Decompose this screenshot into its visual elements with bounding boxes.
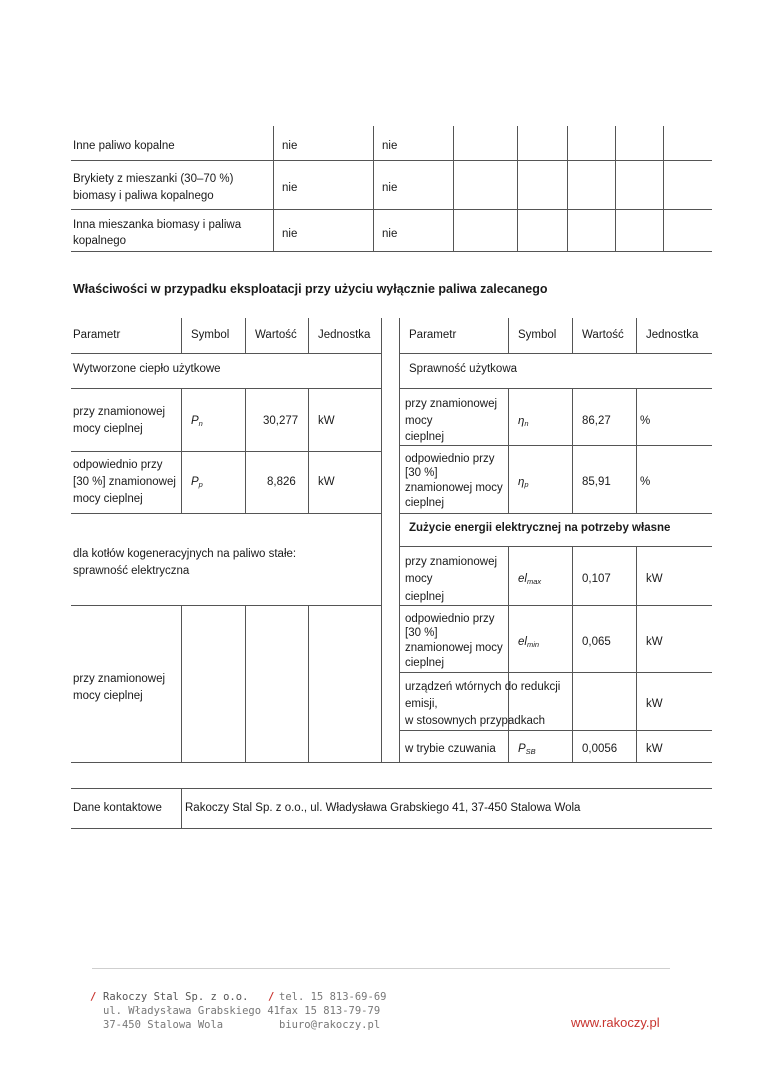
param-label: odpowiednio przy	[405, 613, 495, 625]
fuel-row-value: nie	[382, 182, 398, 194]
param-label: mocy cieplnej	[73, 423, 143, 435]
cogen-label: dla kotłów kogeneracyjnych na paliwo stałe:	[73, 548, 297, 560]
unit-emission: kW	[646, 698, 663, 710]
footer-company: Rakoczy Stal Sp. z o.o.	[103, 991, 249, 1003]
param-label: znamionowej mocy	[405, 642, 503, 654]
fuel-row-name: Brykiety z mieszanki (30–70 %)	[73, 173, 234, 185]
fuel-row-value: nie	[282, 182, 298, 194]
heat-output-heading: Wytworzone ciepło użytkowe	[73, 363, 221, 375]
param-label: przy znamionowej	[405, 556, 498, 568]
header-parameter: Parametr	[409, 329, 457, 341]
param-label: cieplnej	[405, 591, 444, 603]
param-label: w trybie czuwania	[405, 743, 496, 755]
fuel-row-name: Inne paliwo kopalne	[73, 140, 175, 152]
param-label: [30 %]	[405, 627, 438, 639]
value-eta-p: 85,91	[582, 476, 611, 488]
value-eta-n: 86,27	[582, 415, 611, 427]
cogen-label: sprawność elektryczna	[73, 565, 190, 577]
fuel-row-name: Inna mieszanka biomasy i paliwa	[73, 219, 242, 231]
unit-el-min: kW	[646, 636, 663, 648]
value-pn: 30,277	[263, 415, 299, 427]
unit-eta-p: %	[640, 476, 651, 488]
header-parameter: Parametr	[73, 329, 121, 341]
param-label: mocy	[405, 573, 433, 585]
footer-website-link[interactable]: www.rakoczy.pl	[571, 1015, 660, 1030]
header-symbol: Symbol	[191, 329, 230, 341]
fuel-row-name: biomasy i paliwa kopalnego	[73, 190, 214, 202]
symbol-psb: $P_{SB}$	[518, 743, 536, 756]
value-el-max: 0,107	[582, 573, 611, 585]
header-unit: Jednostka	[646, 329, 699, 341]
unit-pp: kW	[318, 476, 335, 488]
param-label: cieplnej	[405, 497, 444, 509]
footer-city: 37-450 Stalowa Wola	[103, 1019, 224, 1031]
param-label: urządzeń wtórnych do redukcji	[405, 681, 561, 693]
param-label: przy znamionowej	[73, 673, 166, 685]
header-unit: Jednostka	[318, 329, 371, 341]
value-el-min: 0,065	[582, 636, 611, 648]
param-label: cieplnej	[405, 657, 444, 669]
fuel-row-value: nie	[382, 140, 398, 152]
param-label: mocy	[405, 415, 433, 427]
header-value: Wartość	[582, 329, 624, 341]
symbol-pp: $P_p$	[191, 476, 203, 489]
header-symbol: Symbol	[518, 329, 557, 341]
param-label: przy znamionowej	[73, 406, 166, 418]
symbol-eta-n: $\eta_n$	[518, 415, 529, 428]
symbol-eta-p: $\eta_p$	[518, 476, 529, 489]
param-label: znamionowej mocy	[405, 482, 503, 494]
fuel-row-value: nie	[282, 228, 298, 240]
unit-el-max: kW	[646, 573, 663, 585]
param-label: emisji,	[405, 698, 438, 710]
contact-value: Rakoczy Stal Sp. z o.o., ul. Władysława Grabskiego 41, 37-450 Stalowa Wola	[185, 802, 581, 814]
fuel-row-value: nie	[282, 140, 298, 152]
footer-tel: tel. 15 813-69-69	[279, 991, 387, 1003]
param-label: odpowiednio przy	[73, 459, 163, 471]
fuel-row-name: kopalnego	[73, 235, 127, 247]
unit-pn: kW	[318, 415, 335, 427]
param-label: odpowiednio przy	[405, 453, 495, 465]
value-psb: 0,0056	[582, 743, 618, 755]
param-label: przy znamionowej	[405, 398, 498, 410]
footer-email[interactable]: biuro@rakoczy.pl	[279, 1019, 381, 1031]
header-value: Wartość	[255, 329, 297, 341]
footer-slash-icon: /	[90, 991, 97, 1003]
footer-slash-icon: /	[268, 991, 275, 1003]
fuel-row-value: nie	[382, 228, 398, 240]
param-label: w stosownych przypadkach	[405, 715, 545, 727]
footer-street: ul. Władysława Grabskiego 41	[103, 1005, 281, 1017]
footer-divider	[92, 968, 670, 969]
symbol-el-min: $el_{min}$	[518, 636, 540, 649]
section-title: Właściwości w przypadku eksploatacji przy użyciu wyłącznie paliwa zalecanego	[73, 282, 548, 296]
param-label: mocy cieplnej	[73, 690, 143, 702]
param-label: [30 %]	[405, 467, 438, 479]
unit-psb: kW	[646, 743, 663, 755]
param-label: cieplnej	[405, 431, 444, 443]
symbol-pn: $P_n$	[191, 415, 203, 428]
contact-label: Dane kontaktowe	[73, 802, 162, 814]
electric-consumption-heading: Zużycie energii elektrycznej na potrzeby własne	[409, 522, 671, 534]
footer-fax: fax 15 813-79-79	[279, 1005, 381, 1017]
symbol-el-max: $el_{max}$	[518, 573, 542, 586]
param-label: mocy cieplnej	[73, 493, 143, 505]
unit-eta-n: %	[640, 415, 651, 427]
param-label: [30 %] znamionowej	[73, 476, 176, 488]
efficiency-heading: Sprawność użytkowa	[409, 363, 518, 375]
value-pp: 8,826	[267, 476, 296, 488]
